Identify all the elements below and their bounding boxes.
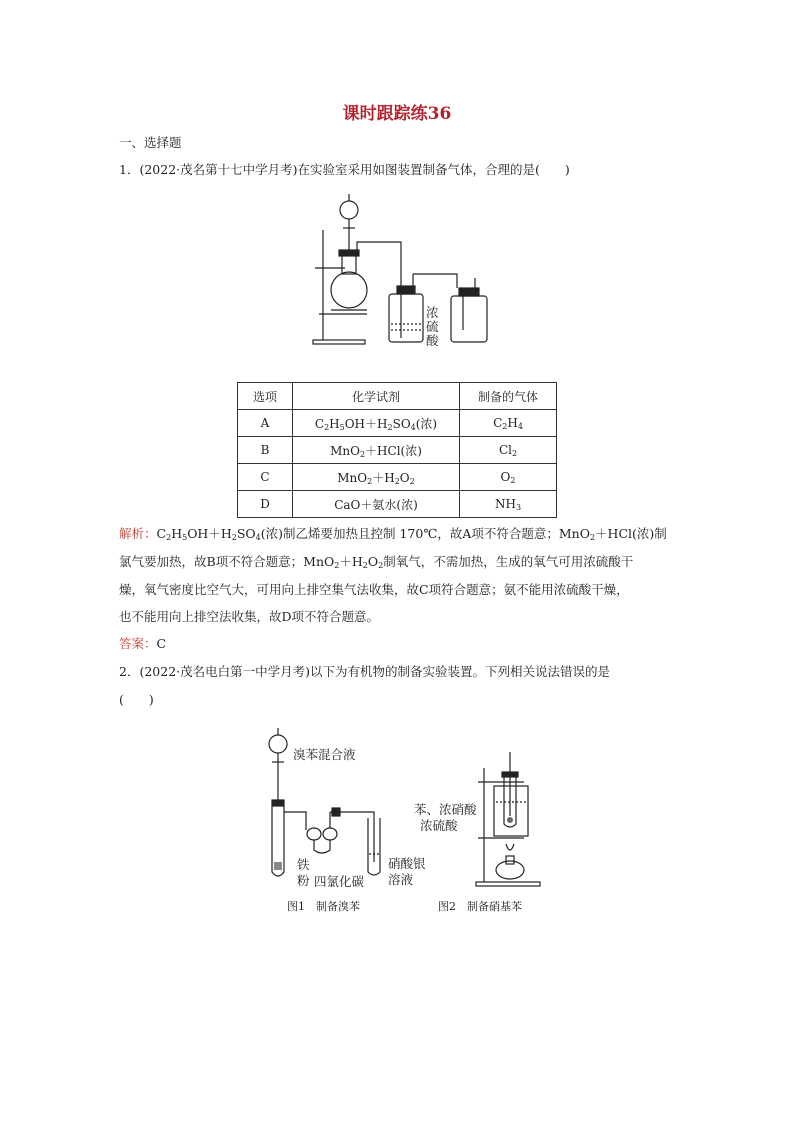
question-2-stem-blank: ( ) [119,692,154,707]
sulfuric-acid-label: 浓硫酸 [420,818,458,833]
analysis-line-4: 也不能用向上排空法收集，故D项不符合题意。 [119,609,380,624]
reagent-cell: $MnO_2+H_2O_2$ [293,464,460,491]
gas-cell: $NH_3$ [460,491,557,518]
table-header: 制备的气体 [460,383,557,410]
table-row [238,410,557,437]
section-heading: 一、选择题 [119,135,182,150]
conc-sulfuric-acid-label: 浓 硫 酸 [426,305,439,348]
bromobenzene-mixture-label: 溴苯混合液 [293,747,356,762]
table-row [238,491,557,518]
gas-cell: $O_2$ [460,464,557,491]
table-row [238,464,557,491]
question-1-stem: 1．(2022·茂名第十七中学月考)在实验室采用如图装置制备气体，合理的是( ) [119,162,570,177]
answer-line [119,634,166,654]
reagent-cell: MnO$_2$＋HCl(浓) [293,437,460,464]
ccl4-label: 四氯化碳 [314,874,365,889]
answer-value: C [156,636,167,651]
table-header: 化学试剂 [293,383,460,410]
gas-cell: $C_2H_4$ [460,410,557,437]
analysis-line-1: 解析：$C_2H_5OH+H_2SO_4$(浓)制乙烯要加热且控制 170℃，故A项不符合题意；MnO$_2$＋HCl(浓)制 [119,526,667,542]
answer-label: 答案： [119,636,157,651]
iron-powder-label: 铁 粉 [297,857,310,888]
option-letter: B [238,437,293,464]
silver-nitrate-label: 硝酸银 溶液 [388,856,426,887]
table-row [238,437,557,464]
option-letter: A [238,410,293,437]
analysis-label: 解析： [119,526,157,541]
table-header-row [238,383,557,410]
question-2-stem: 2．(2022·茂名电白第一中学月考)以下为有机物的制备实验装置。下列相关说法错误的是 [119,664,610,679]
reagent-cell: $C_2H_5OH+H_2SO_4$(浓) [293,410,460,437]
option-letter: D [238,491,293,518]
figure-2-caption: 图2 制备硝基苯 [438,900,522,913]
gas-cell: $Cl_2$ [460,437,557,464]
reagent-cell: CaO＋氨水(浓) [293,491,460,518]
page-title: 课时跟踪练36 [342,104,452,124]
figure-1-caption: 图1 制备溴苯 [287,900,360,913]
nitrobenzene-apparatus-figure [470,752,550,890]
table-header: 选项 [238,383,293,410]
option-letter: C [238,464,293,491]
gas-generation-apparatus-figure [305,190,500,350]
benzene-nitric-acid-label: 苯、浓硝酸 [414,802,477,817]
options-table [237,382,557,518]
analysis-line-2: 氯气要加热，故B项不符合题意；$MnO_2+H_2O_2$制氧气，不需加热，生成的氧气可用浓硫酸干 [119,554,634,570]
analysis-line-3: 燥，氧气密度比空气大，可用向上排空集气法收集，故C项符合题意；氨不能用浓硫酸干燥， [119,582,629,597]
